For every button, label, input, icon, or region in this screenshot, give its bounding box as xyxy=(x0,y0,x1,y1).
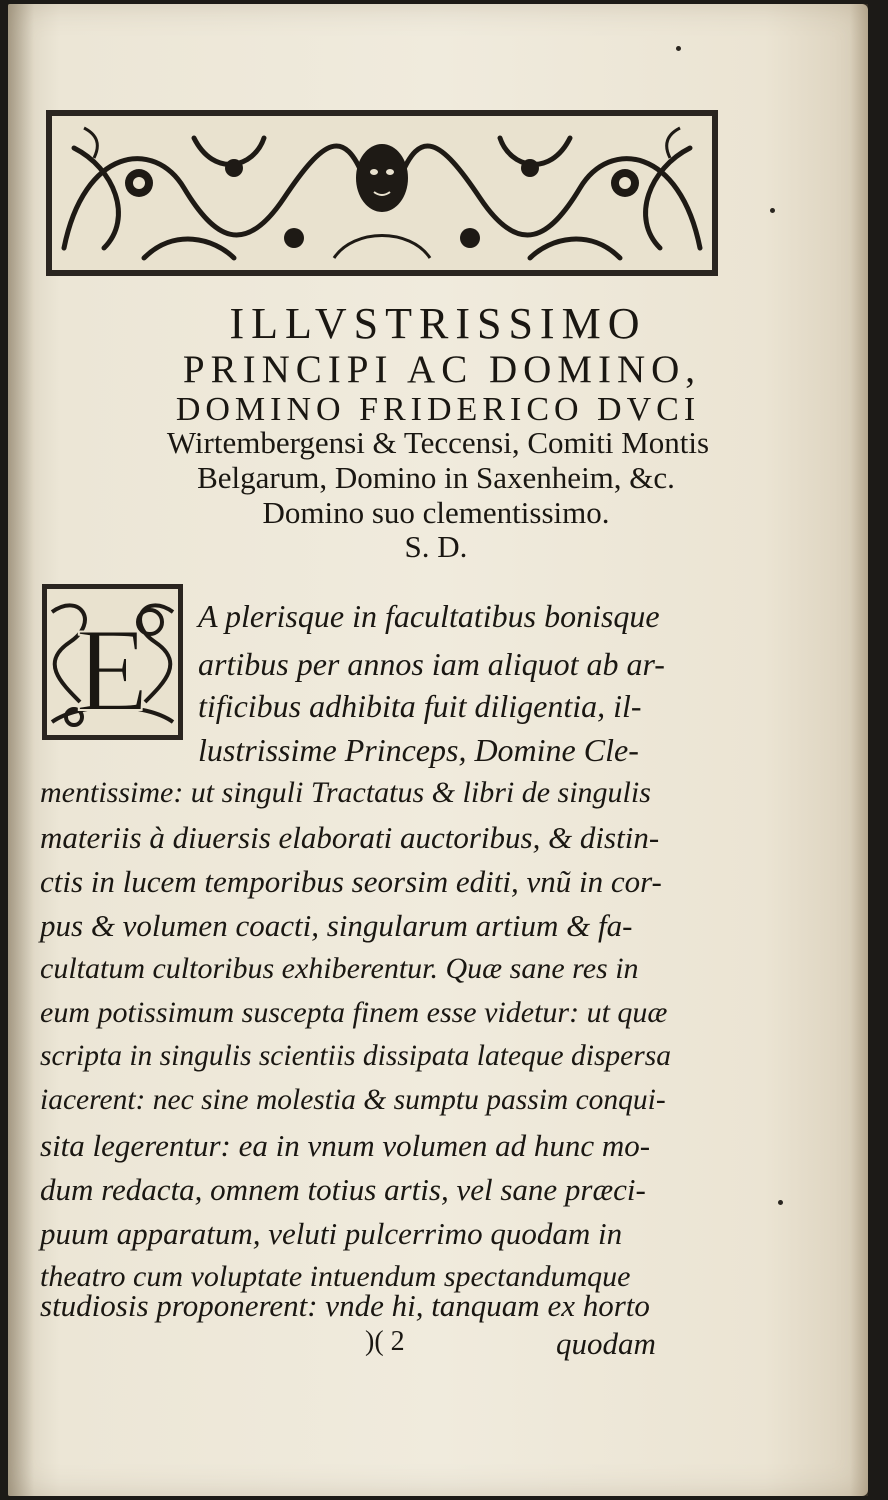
body-line-12: iacerent: nec sine molestia & sumptu passim conqui- xyxy=(40,1084,666,1116)
body-line-11: scripta in singulis scientiis dissipata lateque dispersa xyxy=(40,1040,671,1072)
heading-line-4: Wirtembergensi & Teccensi, Comiti Montis xyxy=(166,425,710,460)
heading-line-7: S. D. xyxy=(404,529,468,564)
initial-letter: E xyxy=(75,603,149,736)
catchword: quodam xyxy=(556,1326,656,1361)
body-line-13: sita legerentur: ea in vnum volumen ad hunc mo- xyxy=(40,1128,651,1163)
heading-line-5: Belgarum, Domino in Saxenheim, &c. xyxy=(197,460,675,495)
spine-shadow xyxy=(8,4,34,1496)
ornamental-headpiece xyxy=(44,108,720,278)
body-line-5: mentissime: ut singuli Tractatus & libri de singulis xyxy=(40,776,651,809)
heading-line-2: PRINCIPI AC DOMINO, xyxy=(182,348,702,391)
ink-speck xyxy=(676,46,681,51)
heading-line-3: DOMINO FRIDERICO DVCI xyxy=(175,391,701,428)
body-line-2: artibus per annos iam aliquot ab ar- xyxy=(198,646,665,682)
body-line-1: A plerisque in facultatibus bonisque xyxy=(198,598,660,634)
signature-mark: )( 2 xyxy=(365,1326,405,1357)
page-edge-shadow xyxy=(850,4,868,1496)
body-line-3: tificibus adhibita fuit diligentia, il- xyxy=(198,688,642,724)
body-line-16: theatro cum voluptate intuendum spectandumque xyxy=(40,1260,631,1293)
decorated-initial xyxy=(40,582,185,742)
body-line-15: puum apparatum, veluti pulcerrimo quodam in xyxy=(40,1216,623,1251)
body-line-17: studiosis proponerent: vnde hi, tanquam ex horto xyxy=(40,1288,650,1323)
ink-speck xyxy=(778,1200,783,1205)
heading-line-6: Domino suo clementissimo. xyxy=(262,495,610,530)
body-line-10: eum potissimum suscepta finem esse videtur: ut quæ xyxy=(40,996,668,1029)
body-line-14: dum redacta, omnem totius artis, vel sane præci- xyxy=(40,1172,646,1207)
body-line-4: lustrissime Princeps, Domine Cle- xyxy=(198,732,639,768)
ink-speck xyxy=(770,208,775,213)
body-line-7: ctis in lucem temporibus seorsim editi, vnũ in cor- xyxy=(40,864,662,899)
heading-line-1: ILLVSTRISSIMO xyxy=(229,299,647,348)
body-line-9: cultatum cultoribus exhiberentur. Quæ sane res in xyxy=(40,952,639,985)
body-line-6: materiis à diuersis elaborati auctoribus, & distin- xyxy=(40,820,660,855)
body-line-8: pus & volumen coacti, singularum artium & fa- xyxy=(40,908,633,943)
